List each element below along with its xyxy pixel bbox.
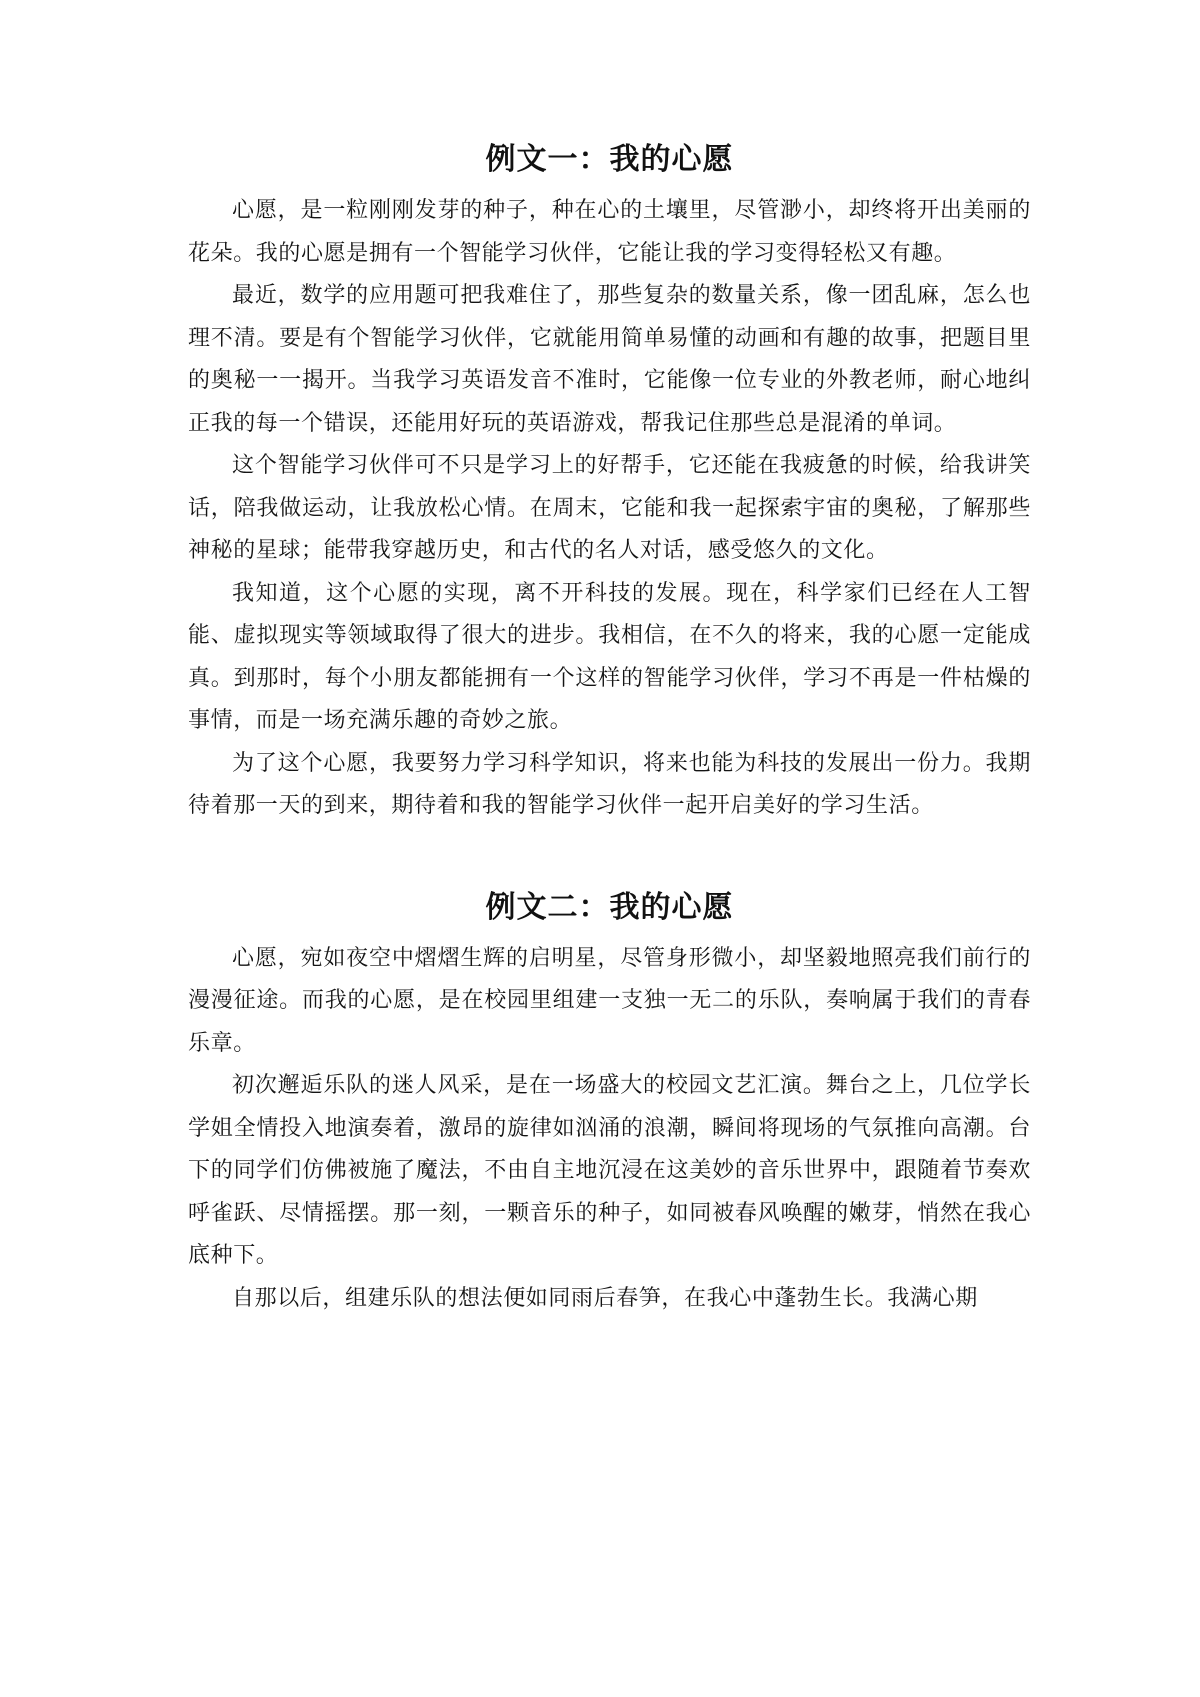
- essay-2-paragraph-3: 自那以后，组建乐队的想法便如同雨后春笋，在我心中蓬勃生长。我满心期: [232, 1285, 978, 1311]
- essay-2-title: 例文二：我的心愿: [485, 889, 734, 925]
- essay-2-paragraph-2: 初次邂逅乐队的迷人风采，是在一场盛大的校园文艺汇演。舞台之上，几位学长学姐全情投入地演奏着，激昂的旋律如汹涌的浪潮，瞬间将现场的气氛推向高潮。台下的同学们仿佛被施了魔法，不由自主地沉浸在这美妙的音乐世界中，跟随着节奏欢呼雀跃、尽情摇摆。那一刻，一颗音乐的种子，如同被春风唤醒的嫩芽，悄然在我心底种下。: [188, 1073, 1031, 1268]
- essay-1: [188, 140, 1031, 828]
- essay-1-paragraph-4: 我知道，这个心愿的实现，离不开科技的发展。现在，科学家们已经在人工智能、虚拟现实等领域取得了很大的进步。我相信，在不久的将来，我的心愿一定能成真。到那时，每个小朋友都能拥有一个这样的智能学习伙伴，学习不再是一件枯燥的事情，而是一场充满乐趣的奇妙之旅。: [188, 580, 1031, 733]
- essay-1-body: [188, 190, 1031, 828]
- essay-1-paragraph-2: 最近，数学的应用题可把我难住了，那些复杂的数量关系，像一团乱麻，怎么也理不清。要是有个智能学习伙伴，它就能用简单易懂的动画和有趣的故事，把题目里的奥秘一一揭开。当我学习英语发音不准时，它能像一位专业的外教老师，耐心地纠正我的每一个错误，还能用好玩的英语游戏，帮我记住那些总是混淆的单词。: [188, 283, 1031, 436]
- essay-2-paragraph-1: 心愿，宛如夜空中熠熠生辉的启明星，尽管身形微小，却坚毅地照亮我们前行的漫漫征途。而我的心愿，是在校园里组建一支独一无二的乐队，奏响属于我们的青春乐章。: [188, 945, 1031, 1056]
- essay-1-paragraph-5: 为了这个心愿，我要努力学习科学知识，将来也能为科技的发展出一份力。我期待着那一天的到来，期待着和我的智能学习伙伴一起开启美好的学习生活。: [188, 750, 1031, 818]
- essay-2-body: [188, 938, 1031, 1321]
- essay-1-paragraph-3: 这个智能学习伙伴可不只是学习上的好帮手，它还能在我疲惫的时候，给我讲笑话，陪我做运动，让我放松心情。在周末，它能和我一起探索宇宙的奥秘，了解那些神秘的星球；能带我穿越历史，和古代的名人对话，感受悠久的文化。: [188, 453, 1031, 563]
- essay-1-paragraph-1: 心愿，是一粒刚刚发芽的种子，种在心的土壤里，尽管渺小，却终将开出美丽的花朵。我的心愿是拥有一个智能学习伙伴，它能让我的学习变得轻松又有趣。: [188, 198, 1031, 266]
- document-page: [188, 140, 1031, 1320]
- essay-2: [188, 888, 1031, 1321]
- essay-1-title: 例文一：我的心愿: [485, 142, 734, 177]
